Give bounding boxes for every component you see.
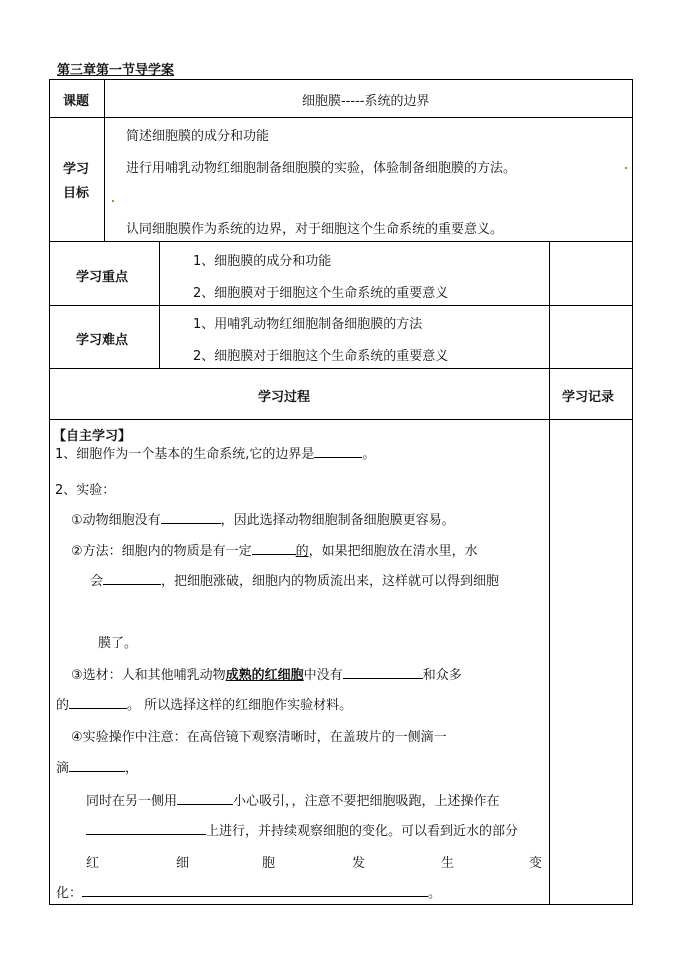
question-1-text: 1、细胞作为一个基本的生命系统,它的边界是 bbox=[55, 447, 315, 462]
step-4-line1: ④实验操作中注意：在高倍镜下观察清晰时，在盖玻片的一侧滴一 bbox=[71, 730, 447, 745]
step-1 bbox=[71, 509, 455, 528]
step-2-text: 的 bbox=[295, 544, 309, 559]
answer-blank bbox=[161, 510, 221, 524]
step-2-line1 bbox=[71, 540, 478, 559]
process-header: 学习过程 bbox=[258, 390, 311, 405]
step-4-line2 bbox=[56, 757, 138, 776]
step-2-text: ，如果把细胞放在清水里，水 bbox=[308, 544, 478, 559]
step-4-line3 bbox=[86, 790, 500, 809]
step-4-text: 小心吸引，，注意不要把细胞吸跑，上述操作在 bbox=[233, 794, 500, 809]
step-3-emphasis: 成熟的红细胞 bbox=[225, 668, 304, 683]
difficult-point-item: 1、用哺乳动物红细胞制备细胞膜的方法 bbox=[193, 317, 423, 332]
step-4-text: 化： bbox=[56, 886, 83, 901]
answer-blank bbox=[343, 665, 423, 679]
goals-label-line1: 学习 bbox=[63, 162, 90, 177]
step-2-line3: 膜了。 bbox=[98, 636, 138, 651]
stray-mark bbox=[625, 167, 627, 169]
step-4-spread-char: 细 bbox=[176, 856, 190, 871]
key-point-item: 1、细胞膜的成分和功能 bbox=[193, 254, 332, 269]
step-2-text: 会 bbox=[90, 574, 104, 589]
difficult-points-label: 学习难点 bbox=[76, 333, 129, 348]
step-2-text: ，把细胞涨破，细胞内的物质流出来，这样就可以得到细胞 bbox=[161, 574, 500, 589]
step-3-text: ③选材：人和其他哺乳动物 bbox=[71, 668, 226, 683]
answer-blank bbox=[252, 541, 296, 555]
key-point-item: 2、细胞膜对于细胞这个生命系统的重要意义 bbox=[193, 286, 449, 301]
question-1 bbox=[55, 443, 375, 462]
difficult-point-item: 2、细胞膜对于细胞这个生命系统的重要意义 bbox=[193, 349, 449, 364]
step-2-line2 bbox=[90, 570, 499, 589]
goal-item: 认同细胞膜作为系统的边界，对于细胞这个生命系统的重要意义。 bbox=[126, 222, 504, 237]
step-4-spread-char: 变 bbox=[529, 856, 543, 871]
step-3-line2 bbox=[56, 694, 352, 713]
question-1-end: 。 bbox=[362, 447, 376, 462]
stray-mark bbox=[112, 200, 114, 202]
answer-blank bbox=[86, 821, 206, 835]
step-1-text-end: ，因此选择动物细胞制备细胞膜更容易。 bbox=[220, 513, 455, 528]
step-3-text: 中没有 bbox=[303, 668, 343, 683]
key-points-label: 学习重点 bbox=[76, 270, 129, 285]
step-4-text: ， bbox=[125, 761, 139, 776]
topic-label: 课题 bbox=[63, 94, 90, 109]
answer-blank bbox=[177, 791, 233, 805]
record-header: 学习记录 bbox=[562, 390, 615, 405]
step-2-text: ②方法：细胞内的物质是有一定 bbox=[71, 544, 252, 559]
self-study-heading: 【自主学习】 bbox=[53, 429, 132, 444]
step-3-line1 bbox=[71, 664, 462, 683]
answer-blank bbox=[69, 758, 125, 772]
step-4-spread-char: 发 bbox=[352, 856, 366, 871]
step-4-spread-char: 红 bbox=[86, 856, 100, 871]
goal-item: 简述细胞膜的成分和功能 bbox=[126, 129, 270, 144]
step-4-spread-char: 胞 bbox=[262, 856, 276, 871]
topic-value: 细胞膜-----系统的边界 bbox=[302, 94, 430, 109]
step-1-text: ①动物细胞没有 bbox=[71, 513, 161, 528]
goals-label-line2: 目标 bbox=[63, 186, 90, 201]
step-4-spread-char: 生 bbox=[441, 856, 455, 871]
step-3-text: 的 bbox=[56, 698, 70, 713]
question-2: 2、实验： bbox=[55, 483, 116, 498]
step-3-text: 。 所以选择这样的红细胞作实验材料。 bbox=[127, 698, 353, 713]
step-3-text: 和众多 bbox=[422, 668, 462, 683]
step-4-text: 同时在另一侧用 bbox=[86, 794, 178, 809]
goal-item: 进行用哺乳动物红细胞制备细胞膜的实验，体验制备细胞膜的方法。 bbox=[126, 161, 517, 176]
step-4-line6 bbox=[56, 882, 441, 901]
answer-blank bbox=[82, 883, 428, 897]
step-4-text: 。 bbox=[428, 886, 442, 901]
answer-blank bbox=[103, 571, 161, 585]
step-4-line4 bbox=[86, 820, 518, 839]
step-4-text: 滴 bbox=[56, 761, 70, 776]
answer-blank bbox=[69, 695, 127, 709]
answer-blank bbox=[314, 444, 362, 458]
page-title: 第三章第一节导学案 bbox=[57, 63, 175, 78]
step-4-text: 上进行，并持续观察细胞的变化。可以看到近水的部分 bbox=[206, 824, 519, 839]
